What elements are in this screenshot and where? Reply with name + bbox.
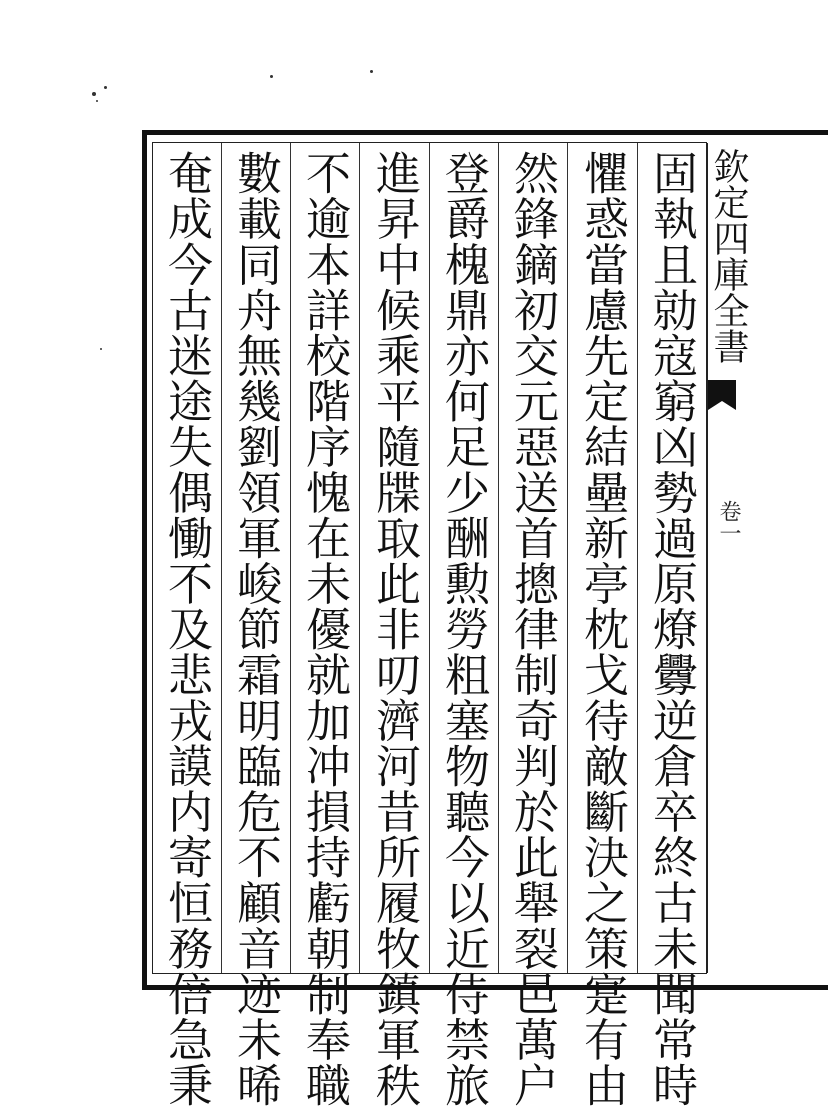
text-column-1: 固執且勍寇窮凶勢過原燎釁逆倉卒終古未聞常時 (645, 150, 698, 1108)
column-rule (359, 143, 360, 973)
text-column-4: 登爵槐鼎亦何足少酬勲勞粗塞物聽今以近侍禁旅 (437, 150, 490, 1108)
ink-speck (100, 348, 102, 350)
ink-speck (96, 100, 98, 102)
column-rule (429, 143, 430, 973)
text-column-7: 數載同舟無幾劉領軍峻節霜明臨危不顧音迹未晞 (229, 150, 282, 1108)
ink-speck (92, 92, 96, 96)
column-rule (221, 143, 222, 973)
ink-speck (270, 75, 273, 78)
text-column-8: 奄成今古迷途失偶慟不及悲戎謨内寄恒務倍急秉 (160, 150, 213, 1108)
column-rule (290, 143, 291, 973)
book-title: 欽定四庫全書 (708, 148, 749, 364)
ink-speck (370, 70, 373, 73)
column-rule (567, 143, 568, 973)
text-column-6: 不逾本詳校階序愧在未優就加冲損持虧朝制奉職 (298, 150, 351, 1108)
text-column-3: 然鋒鏑初交元惡送首摠律制奇判於此舉裂邑萬户 (506, 150, 559, 1108)
juan-label: 卷一 (716, 500, 741, 544)
text-column-5: 進昇中候乘平隨牒取此非叨濟河昔所履牧鎮軍秩 (368, 150, 421, 1108)
column-rule (498, 143, 499, 973)
text-column-2: 懼惑當慮先定結壘新亭枕戈待敵斷決之策寔有由 (576, 150, 629, 1108)
ink-speck (104, 86, 107, 89)
column-rule (637, 143, 638, 973)
